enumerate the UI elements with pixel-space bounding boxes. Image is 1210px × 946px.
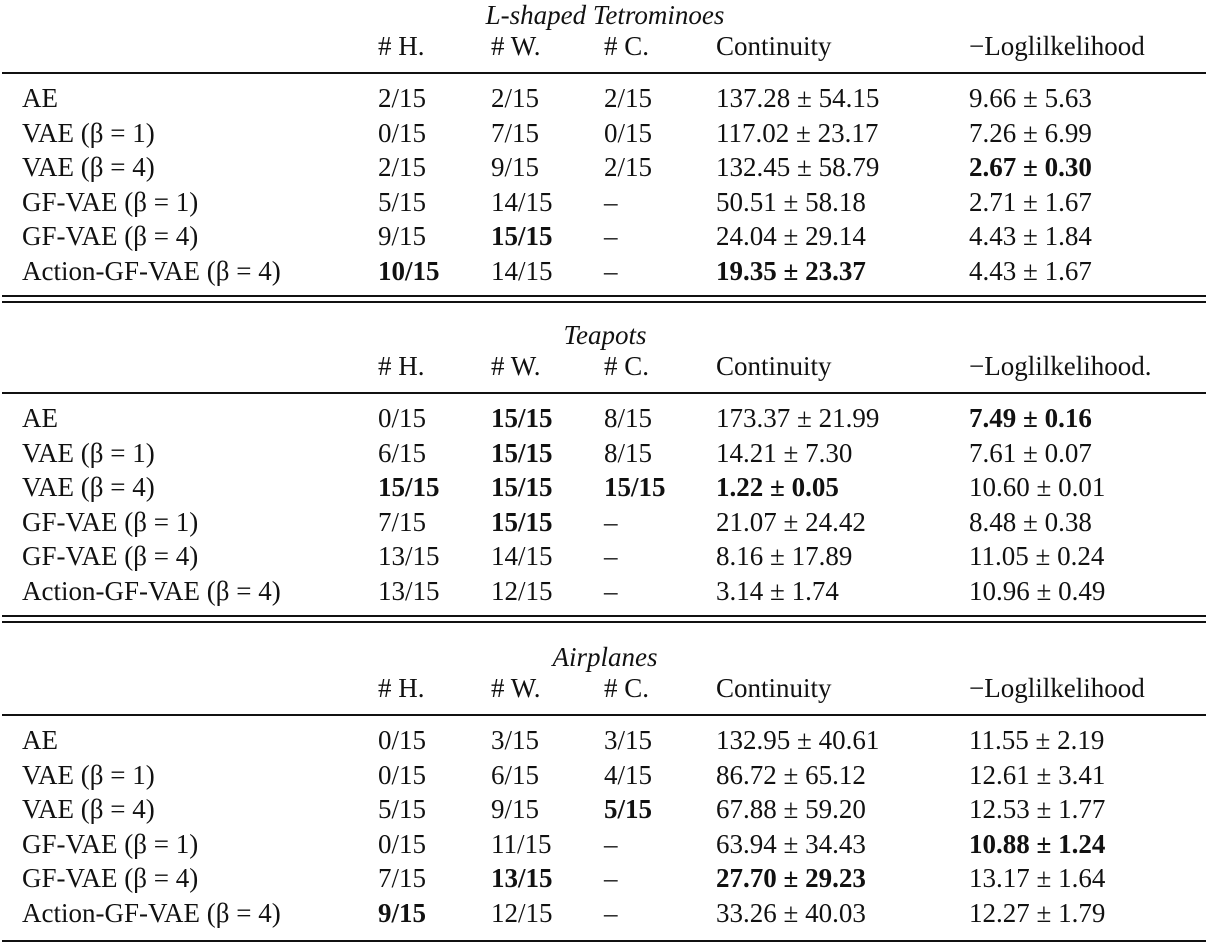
table-caption: L-shaped Tetrominoes	[485, 0, 725, 30]
cell-method: GF-VAE (β = 1)	[22, 828, 199, 859]
cell-h: 0/15	[378, 828, 427, 859]
cell-w: 6/15	[491, 759, 540, 790]
cell-method: VAE (β = 1)	[22, 437, 155, 468]
cell-h: 7/15	[378, 863, 427, 894]
header-c: # C.	[604, 351, 650, 381]
cell-method: VAE (β = 4)	[22, 794, 155, 825]
table-row	[0, 792, 1210, 826]
cell-h: 5/15	[378, 186, 427, 217]
table-row	[0, 219, 1210, 253]
cell-continuity: 14.21 ± 7.30	[716, 437, 853, 468]
cell-loglik: 7.49 ± 0.16	[969, 403, 1092, 433]
cell-c: –	[604, 256, 618, 286]
cell-continuity: 86.72 ± 65.12	[716, 759, 866, 790]
cell-loglik: 9.66 ± 5.63	[969, 83, 1092, 113]
cell-loglik: 10.88 ± 1.24	[969, 828, 1106, 859]
header-h: # H.	[378, 31, 425, 61]
cell-w: 14/15	[491, 186, 553, 217]
cell-loglik: 8.48 ± 0.38	[969, 506, 1092, 537]
cell-method: GF-VAE (β = 4)	[22, 863, 199, 894]
cell-w: 15/15	[491, 472, 553, 503]
cell-method: AE	[22, 403, 58, 433]
cell-w: 2/15	[491, 83, 540, 113]
cell-c: –	[604, 186, 618, 217]
header-w: # W.	[491, 31, 541, 61]
cell-w: 12/15	[491, 898, 553, 928]
header-continuity: Continuity	[716, 351, 832, 381]
cell-loglik: 2.71 ± 1.67	[969, 186, 1092, 217]
cell-c: –	[604, 828, 618, 859]
cell-w: 14/15	[491, 541, 553, 572]
cell-h: 13/15	[378, 541, 440, 572]
cell-w: 14/15	[491, 256, 553, 286]
cell-h: 7/15	[378, 506, 427, 537]
header-continuity: Continuity	[716, 31, 832, 61]
cell-continuity: 50.51 ± 58.18	[716, 186, 866, 217]
cell-continuity: 33.26 ± 40.03	[716, 898, 866, 928]
cell-w: 12/15	[491, 576, 553, 606]
cell-w: 3/15	[491, 725, 540, 755]
cell-loglik: 12.61 ± 3.41	[969, 759, 1106, 790]
table-row	[0, 758, 1210, 792]
header-rule	[2, 72, 1206, 74]
cell-w: 7/15	[491, 117, 540, 148]
table-caption: Teapots	[563, 320, 647, 350]
cell-c: 15/15	[604, 472, 666, 503]
cell-h: 0/15	[378, 725, 427, 755]
cell-w: 13/15	[491, 863, 553, 894]
cell-c: 4/15	[604, 759, 653, 790]
table-row	[0, 861, 1210, 895]
cell-loglik: 11.05 ± 0.24	[969, 541, 1105, 572]
table-row	[0, 254, 1210, 288]
cell-loglik: 11.55 ± 2.19	[969, 725, 1105, 755]
cell-c: 8/15	[604, 437, 653, 468]
cell-h: 5/15	[378, 794, 427, 825]
header-loglik: −Loglilkelihood	[969, 673, 1145, 703]
cell-continuity: 132.95 ± 40.61	[716, 725, 880, 755]
header-row	[0, 349, 1210, 383]
cell-h: 15/15	[378, 472, 440, 503]
bottom-rule	[2, 940, 1206, 942]
table-row	[0, 505, 1210, 539]
cell-w: 15/15	[491, 221, 553, 252]
section-double-rule	[2, 295, 1206, 297]
cell-continuity: 137.28 ± 54.15	[716, 83, 880, 113]
table-row	[0, 436, 1210, 470]
cell-continuity: 67.88 ± 59.20	[716, 794, 866, 825]
header-rule	[2, 392, 1206, 394]
cell-loglik: 7.61 ± 0.07	[969, 437, 1092, 468]
cell-w: 11/15	[491, 828, 552, 859]
header-c: # C.	[604, 31, 650, 61]
cell-loglik: 10.60 ± 0.01	[969, 472, 1106, 503]
cell-method: Action-GF-VAE (β = 4)	[22, 256, 281, 286]
cell-method: AE	[22, 83, 58, 113]
cell-continuity: 27.70 ± 29.23	[716, 863, 866, 894]
header-w: # W.	[491, 673, 541, 703]
cell-loglik: 12.27 ± 1.79	[969, 898, 1106, 928]
header-c: # C.	[604, 673, 650, 703]
cell-continuity: 3.14 ± 1.74	[716, 576, 839, 606]
table-row	[0, 81, 1210, 115]
cell-loglik: 13.17 ± 1.64	[969, 863, 1106, 894]
table-row	[0, 185, 1210, 219]
cell-loglik: 10.96 ± 0.49	[969, 576, 1106, 606]
cell-continuity: 24.04 ± 29.14	[716, 221, 866, 252]
cell-continuity: 173.37 ± 21.99	[716, 403, 880, 433]
cell-continuity: 1.22 ± 0.05	[716, 472, 839, 503]
cell-loglik: 4.43 ± 1.67	[969, 256, 1092, 286]
table-row	[0, 401, 1210, 435]
header-h: # H.	[378, 351, 425, 381]
cell-method: GF-VAE (β = 1)	[22, 186, 199, 217]
header-loglik: −Loglilkelihood	[969, 31, 1145, 61]
cell-w: 9/15	[491, 152, 540, 183]
header-row	[0, 671, 1210, 705]
header-w: # W.	[491, 351, 541, 381]
cell-c: 2/15	[604, 83, 653, 113]
cell-loglik: 7.26 ± 6.99	[969, 117, 1092, 148]
table-row	[0, 539, 1210, 573]
cell-h: 2/15	[378, 152, 427, 183]
cell-w: 15/15	[491, 437, 553, 468]
cell-continuity: 63.94 ± 34.43	[716, 828, 866, 859]
cell-c: –	[604, 506, 618, 537]
cell-c: 2/15	[604, 152, 653, 183]
cell-h: 9/15	[378, 221, 427, 252]
header-continuity: Continuity	[716, 673, 832, 703]
table-row	[0, 116, 1210, 150]
cell-loglik: 2.67 ± 0.30	[969, 152, 1092, 183]
table-row	[0, 470, 1210, 504]
section-double-rule	[2, 301, 1206, 303]
cell-method: Action-GF-VAE (β = 4)	[22, 576, 281, 606]
cell-c: 8/15	[604, 403, 653, 433]
table-row	[0, 574, 1210, 608]
cell-h: 6/15	[378, 437, 427, 468]
cell-c: 3/15	[604, 725, 653, 755]
cell-w: 9/15	[491, 794, 540, 825]
cell-continuity: 19.35 ± 23.37	[716, 256, 866, 286]
header-h: # H.	[378, 673, 425, 703]
table-row	[0, 827, 1210, 861]
cell-c: 0/15	[604, 117, 653, 148]
cell-method: VAE (β = 4)	[22, 152, 155, 183]
cell-h: 9/15	[378, 898, 427, 928]
cell-h: 0/15	[378, 759, 427, 790]
table-row	[0, 150, 1210, 184]
section-double-rule	[2, 615, 1206, 617]
cell-c: 5/15	[604, 794, 653, 825]
cell-method: VAE (β = 4)	[22, 472, 155, 503]
cell-h: 2/15	[378, 83, 427, 113]
cell-continuity: 21.07 ± 24.42	[716, 506, 866, 537]
cell-continuity: 8.16 ± 17.89	[716, 541, 853, 572]
table-row	[0, 896, 1210, 930]
cell-c: –	[604, 863, 618, 894]
cell-w: 15/15	[491, 403, 553, 433]
cell-method: VAE (β = 1)	[22, 759, 155, 790]
cell-c: –	[604, 898, 618, 928]
cell-method: Action-GF-VAE (β = 4)	[22, 898, 281, 928]
cell-h: 0/15	[378, 403, 427, 433]
cell-continuity: 132.45 ± 58.79	[716, 152, 880, 183]
cell-method: GF-VAE (β = 1)	[22, 506, 199, 537]
cell-loglik: 4.43 ± 1.84	[969, 221, 1092, 252]
cell-method: VAE (β = 1)	[22, 117, 155, 148]
cell-w: 15/15	[491, 506, 553, 537]
cell-method: GF-VAE (β = 4)	[22, 541, 199, 572]
cell-c: –	[604, 221, 618, 252]
cell-c: –	[604, 576, 618, 606]
table-caption: Airplanes	[552, 642, 658, 672]
cell-loglik: 12.53 ± 1.77	[969, 794, 1106, 825]
section-double-rule	[2, 621, 1206, 623]
cell-c: –	[604, 541, 618, 572]
header-loglik: −Loglilkelihood.	[969, 351, 1152, 381]
cell-continuity: 117.02 ± 23.17	[716, 117, 879, 148]
cell-h: 0/15	[378, 117, 427, 148]
cell-h: 13/15	[378, 576, 440, 606]
cell-method: AE	[22, 725, 58, 755]
header-rule	[2, 714, 1206, 716]
cell-h: 10/15	[378, 256, 440, 286]
table-row	[0, 723, 1210, 757]
cell-method: GF-VAE (β = 4)	[22, 221, 199, 252]
header-row	[0, 29, 1210, 63]
